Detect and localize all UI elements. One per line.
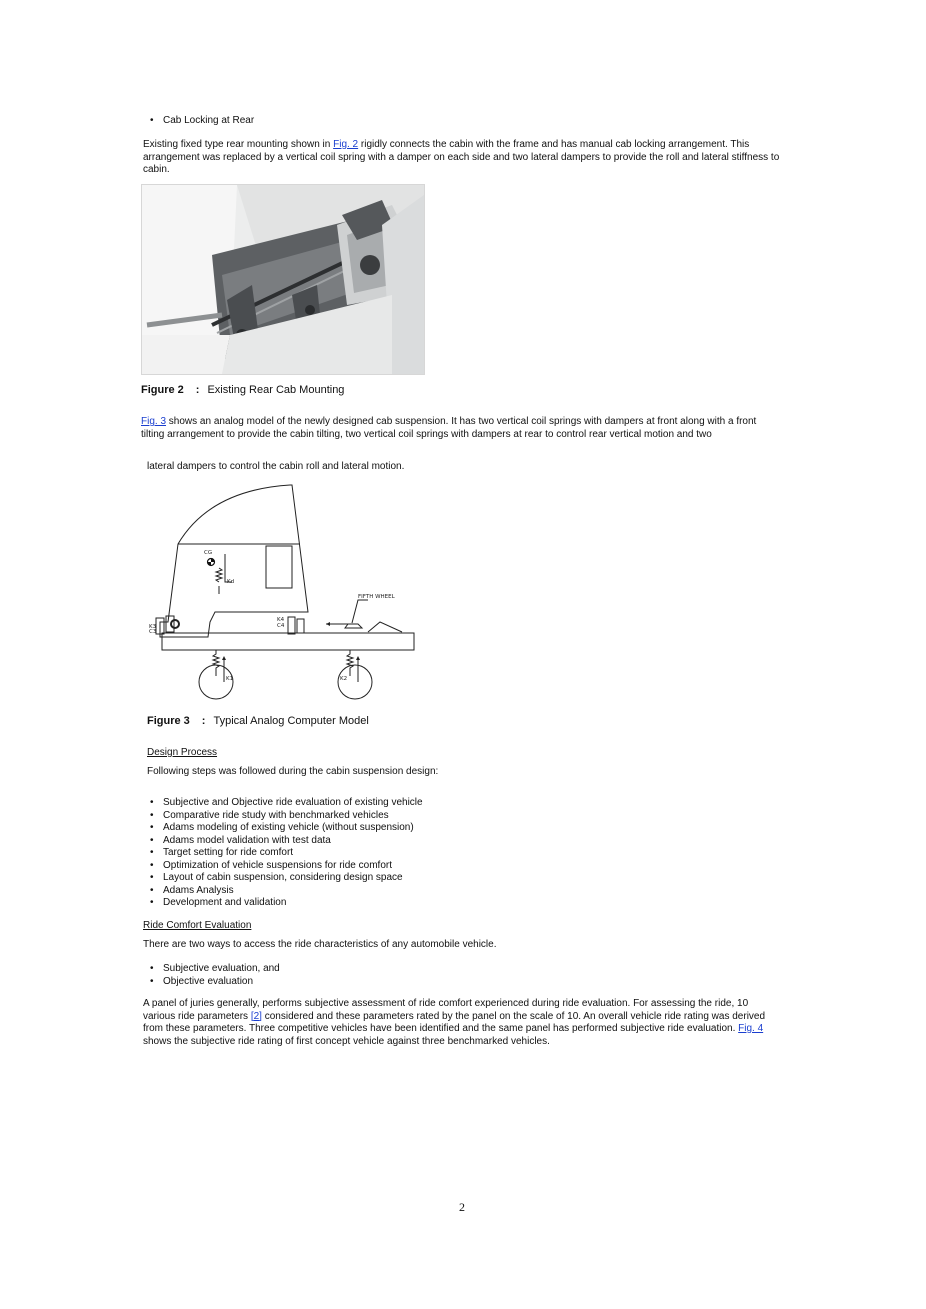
list-item: • Target setting for ride comfort — [143, 847, 423, 860]
rear-cab-mounting-photo — [141, 184, 425, 375]
section-bullet-list — [143, 115, 254, 128]
k1-label: K1 — [226, 676, 234, 682]
evaluation-ways-list — [143, 963, 280, 988]
list-item: • Optimization of vehicle suspensions for ride comfort — [143, 860, 423, 873]
text: A panel of juries generally, performs subjective assessment of ride comfort experienced during ride evaluation. For assessing the ride, 10 various ride parameters — [143, 998, 749, 1022]
analog-model-diagram — [140, 482, 430, 707]
fig3-link[interactable]: Fig. 3 — [141, 416, 167, 427]
paragraph-subjective-assessment — [143, 998, 768, 1048]
figure-title: Existing Rear Cab Mounting — [207, 384, 345, 396]
list-item: • Layout of cabin suspension, considering design space — [143, 872, 423, 885]
ride-comfort-intro: There are two ways to access the ride characteristics of any automobile vehicle. — [143, 939, 497, 950]
list-item: • Objective evaluation — [143, 976, 280, 989]
figure-label: Figure 3 — [147, 715, 190, 727]
list-item: • Subjective evaluation, and — [143, 963, 280, 976]
paragraph-continuation: lateral dampers to control the cabin roll and lateral motion. — [147, 461, 405, 472]
c3-label: C3 — [149, 629, 157, 635]
kd-label: Kd — [227, 579, 235, 585]
text: considered and these parameters rated by the panel on the scale of 10. An overall vehicle ride rating was derived from these parameters. Three competitive vehicles have been identified and the same panel has performed subjective ride evaluation. — [143, 1010, 766, 1034]
figure-label: Figure 2 — [141, 384, 184, 396]
list-item: • Adams model validation with test data — [143, 835, 423, 848]
fifth-wheel-label: FIFTH WHEEL — [358, 594, 395, 600]
list-item: • Adams modeling of existing vehicle (without suspension) — [143, 822, 423, 835]
caption-separator: : — [201, 715, 206, 727]
design-process-intro: Following steps was followed during the cabin suspension design: — [147, 766, 439, 777]
caption-separator: : — [195, 384, 200, 396]
text: Existing fixed type rear mounting shown in — [143, 139, 334, 150]
text: shows the subjective ride rating of first concept vehicle against three benchmarked vehicles. — [143, 1035, 550, 1047]
ride-comfort-heading: Ride Comfort Evaluation — [143, 920, 252, 931]
cg-label: CG — [204, 550, 213, 556]
figure-title: Typical Analog Computer Model — [213, 715, 369, 727]
list-item: • Development and validation — [143, 897, 423, 910]
k2-label: K2 — [340, 676, 348, 682]
fig4-link[interactable]: Fig. 4 — [738, 1023, 764, 1034]
list-item: • Comparative ride study with benchmarked vehicles — [143, 810, 423, 823]
design-steps-list — [143, 797, 423, 910]
page-number: 2 — [459, 1200, 465, 1214]
c4-label: C4 — [277, 623, 285, 629]
list-item: • Subjective and Objective ride evaluation of existing vehicle — [143, 797, 423, 810]
k4-label: K4 — [277, 617, 285, 623]
paragraph-rear-mounting — [143, 139, 783, 177]
fig2-link[interactable]: Fig. 2 — [333, 139, 359, 150]
k3-label: K3 — [149, 624, 157, 630]
list-item: • Cab Locking at Rear — [143, 115, 254, 128]
text: rigidly connects the cabin with the frame and has manual cab locking arrangement. This arrangement was replaced by a vertical coil spring with a damper on each side and two lateral dampers to provide the roll and lateral stiffness to cabin. — [143, 139, 780, 175]
design-process-heading: Design Process — [147, 747, 218, 758]
text: shows an analog model of the newly designed cab suspension. It has two vertical coil springs with dampers at front along with a front tilting arrangement to provide the cabin tilting, two vertical coil springs with dampers at rear to control rear vertical motion and two — [141, 416, 757, 440]
figure-3-caption — [147, 715, 369, 728]
rear-mounting-illustration — [142, 185, 424, 374]
figure-2-caption — [141, 384, 344, 397]
paragraph-analog-model — [141, 416, 781, 441]
list-item: • Adams Analysis — [143, 885, 423, 898]
reference-link[interactable]: [2] — [250, 1010, 262, 1022]
